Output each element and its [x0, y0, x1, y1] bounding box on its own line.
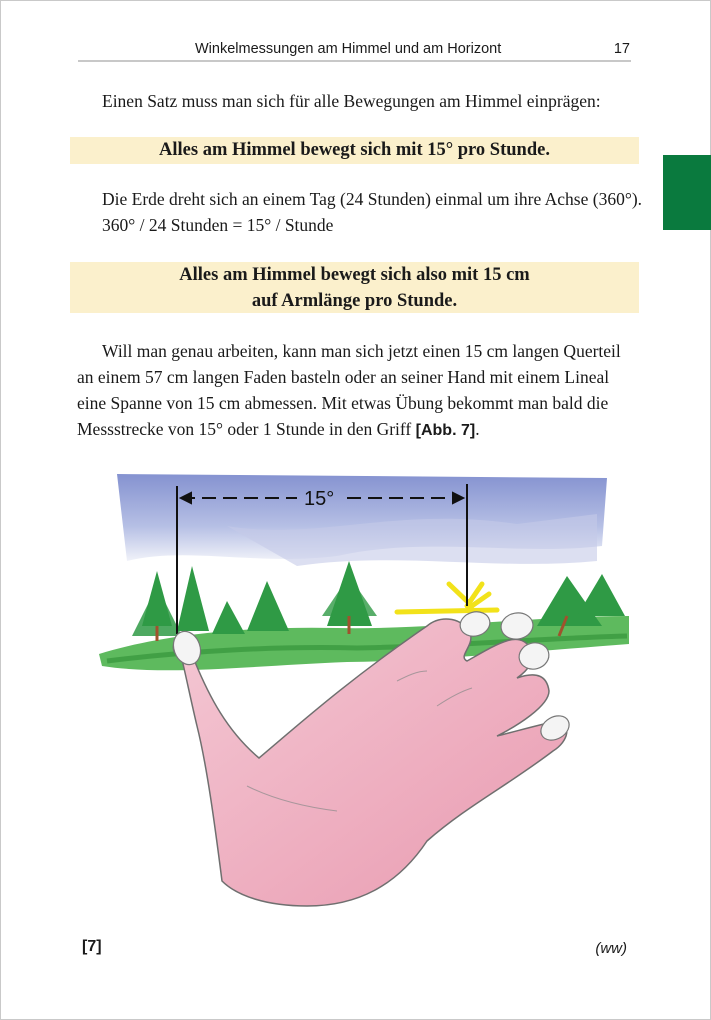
- tree-group: [132, 561, 625, 636]
- highlight-box-rule: Alles am Himmel bewegt sich mit 15° pro Stunde.: [70, 137, 639, 164]
- body-text: Will man genau arbeiten, kann man sich jetzt einen 15 cm langen Querteil an einem 57 cm langen Faden basteln oder an seiner Hand mit einem Lineal eine Spanne von 15 cm abmessen. Mit etwas Übung bekommt man bald die Messstrecke von 15° oder 1 Stunde in den Griff: [77, 341, 621, 439]
- figure-credit: (ww): [595, 940, 627, 957]
- explanation-line-1: Die Erde dreht sich an einem Tag (24 Stunden) einmal um ihre Achse (360°).: [102, 189, 643, 209]
- sun-rays: [397, 584, 497, 612]
- explanation-line-2: 360° / 24 Stunden = 15° / Stunde: [102, 215, 334, 235]
- intro-paragraph: Einen Satz muss man sich für alle Bewegungen am Himmel einprägen:: [102, 91, 601, 111]
- callout2-line-2: auf Armlänge pro Stunde.: [251, 291, 458, 311]
- hand-measurement-illustration: [97, 466, 633, 926]
- running-head-title: Winkelmessungen am Himmel und am Horizont: [195, 41, 502, 57]
- running-head: [78, 40, 631, 62]
- figure-reference: [Abb. 7]: [415, 422, 476, 439]
- body-paragraph: [77, 338, 637, 444]
- callout2-line-1: Alles am Himmel bewegt sich also mit 15 cm: [179, 265, 530, 285]
- body-end: .: [475, 419, 480, 439]
- figure-number: [7]: [82, 938, 102, 955]
- explanation-paragraph: [102, 186, 642, 238]
- angle-label: 15°: [304, 488, 335, 510]
- page-number: 17: [613, 41, 630, 57]
- chapter-tab-marker: [663, 155, 711, 230]
- highlight-box-armlength: [70, 262, 639, 313]
